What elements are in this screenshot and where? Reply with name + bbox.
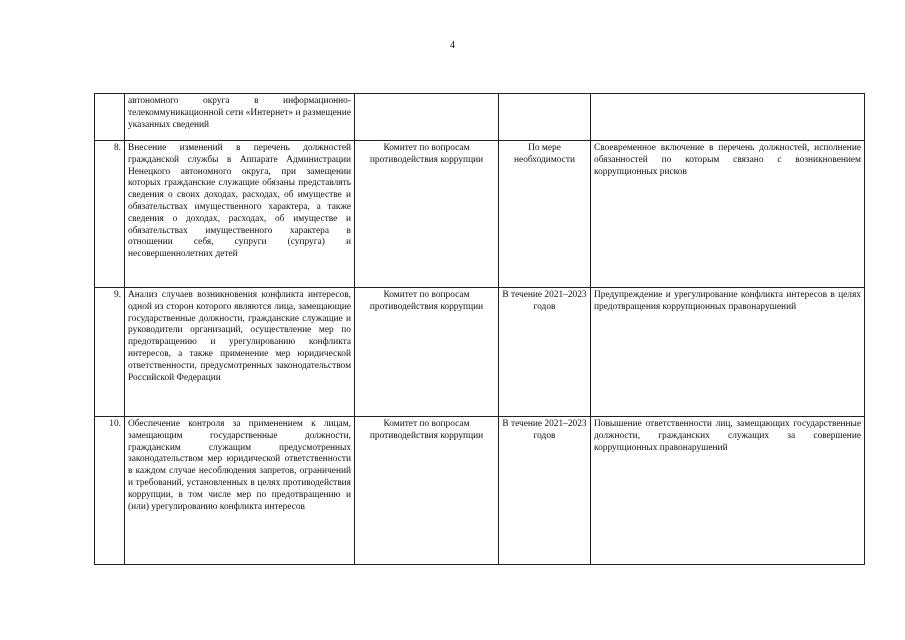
activity-description: Обеспечение контроля за применением к лицам, замещающим государственные должности, гражданским служащим предусмотренных законодательством мер юридической ответственности в каждом случае несоблюдения запретов, ограничений и требований, установленных в целях противодействия коррупции, в том числе мер по предотвращению и (или) урегулированию конфликта интересов [125, 417, 355, 565]
table-row [95, 288, 865, 417]
row-number: 9. [95, 288, 125, 417]
row-number: 10. [95, 417, 125, 565]
row-number [95, 94, 125, 141]
responsible-executor: Комитет по вопросам противодействия коррупции [355, 141, 499, 288]
activity-description: автономного округа в информационно-телекоммуникационной сети «Интернет» и размещение указанных сведений [125, 94, 355, 141]
expected-result [591, 94, 865, 141]
expected-result: Своевременное включение в перечень должностей, исполнение обязанностей по которым связано с возникновением коррупционных рисков [591, 141, 865, 288]
page-number: 4 [450, 40, 455, 51]
table-row [95, 141, 865, 288]
table-row [95, 94, 865, 141]
responsible-executor: Комитет по вопросам противодействия коррупции [355, 288, 499, 417]
execution-term: По мере необходимости [499, 141, 591, 288]
expected-result: Повышение ответственности лиц, замещающих государственные должности, гражданских служащих за совершение коррупционных правонарушений [591, 417, 865, 565]
activity-description: Внесение изменений в перечень должностей гражданской службы в Аппарате Администрации Ненецкого автономного округа, при замещении которых гражданские служащие обязаны представлять сведения о своих доходах, расходах, об имуществе и обязательствах имущественного характера, а также сведения о доходах, расходах, об имуществе и обязательствах имущественного характера в отношении себя, супруги (супруга) и несовершеннолетних детей [125, 141, 355, 288]
row-number: 8. [95, 141, 125, 288]
execution-term [499, 94, 591, 141]
table-row [95, 417, 865, 565]
responsible-executor: Комитет по вопросам противодействия коррупции [355, 417, 499, 565]
expected-result: Предупреждение и урегулирование конфликта интересов в целях предотвращения коррупционных правонарушений [591, 288, 865, 417]
execution-term: В течение 2021–2023 годов [499, 417, 591, 565]
activity-description: Анализ случаев возникновения конфликта интересов, одной из сторон которого являются лица, замещающие государственные должности, гражданские служащие и руководители организаций, осуществление мер по предотвращению и урегулированию конфликта интересов, а также применение мер юридической ответственности, предусмотренных законодательством Российской Федерации [125, 288, 355, 417]
anti-corruption-plan-table [94, 93, 865, 565]
execution-term: В течение 2021–2023 годов [499, 288, 591, 417]
responsible-executor [355, 94, 499, 141]
